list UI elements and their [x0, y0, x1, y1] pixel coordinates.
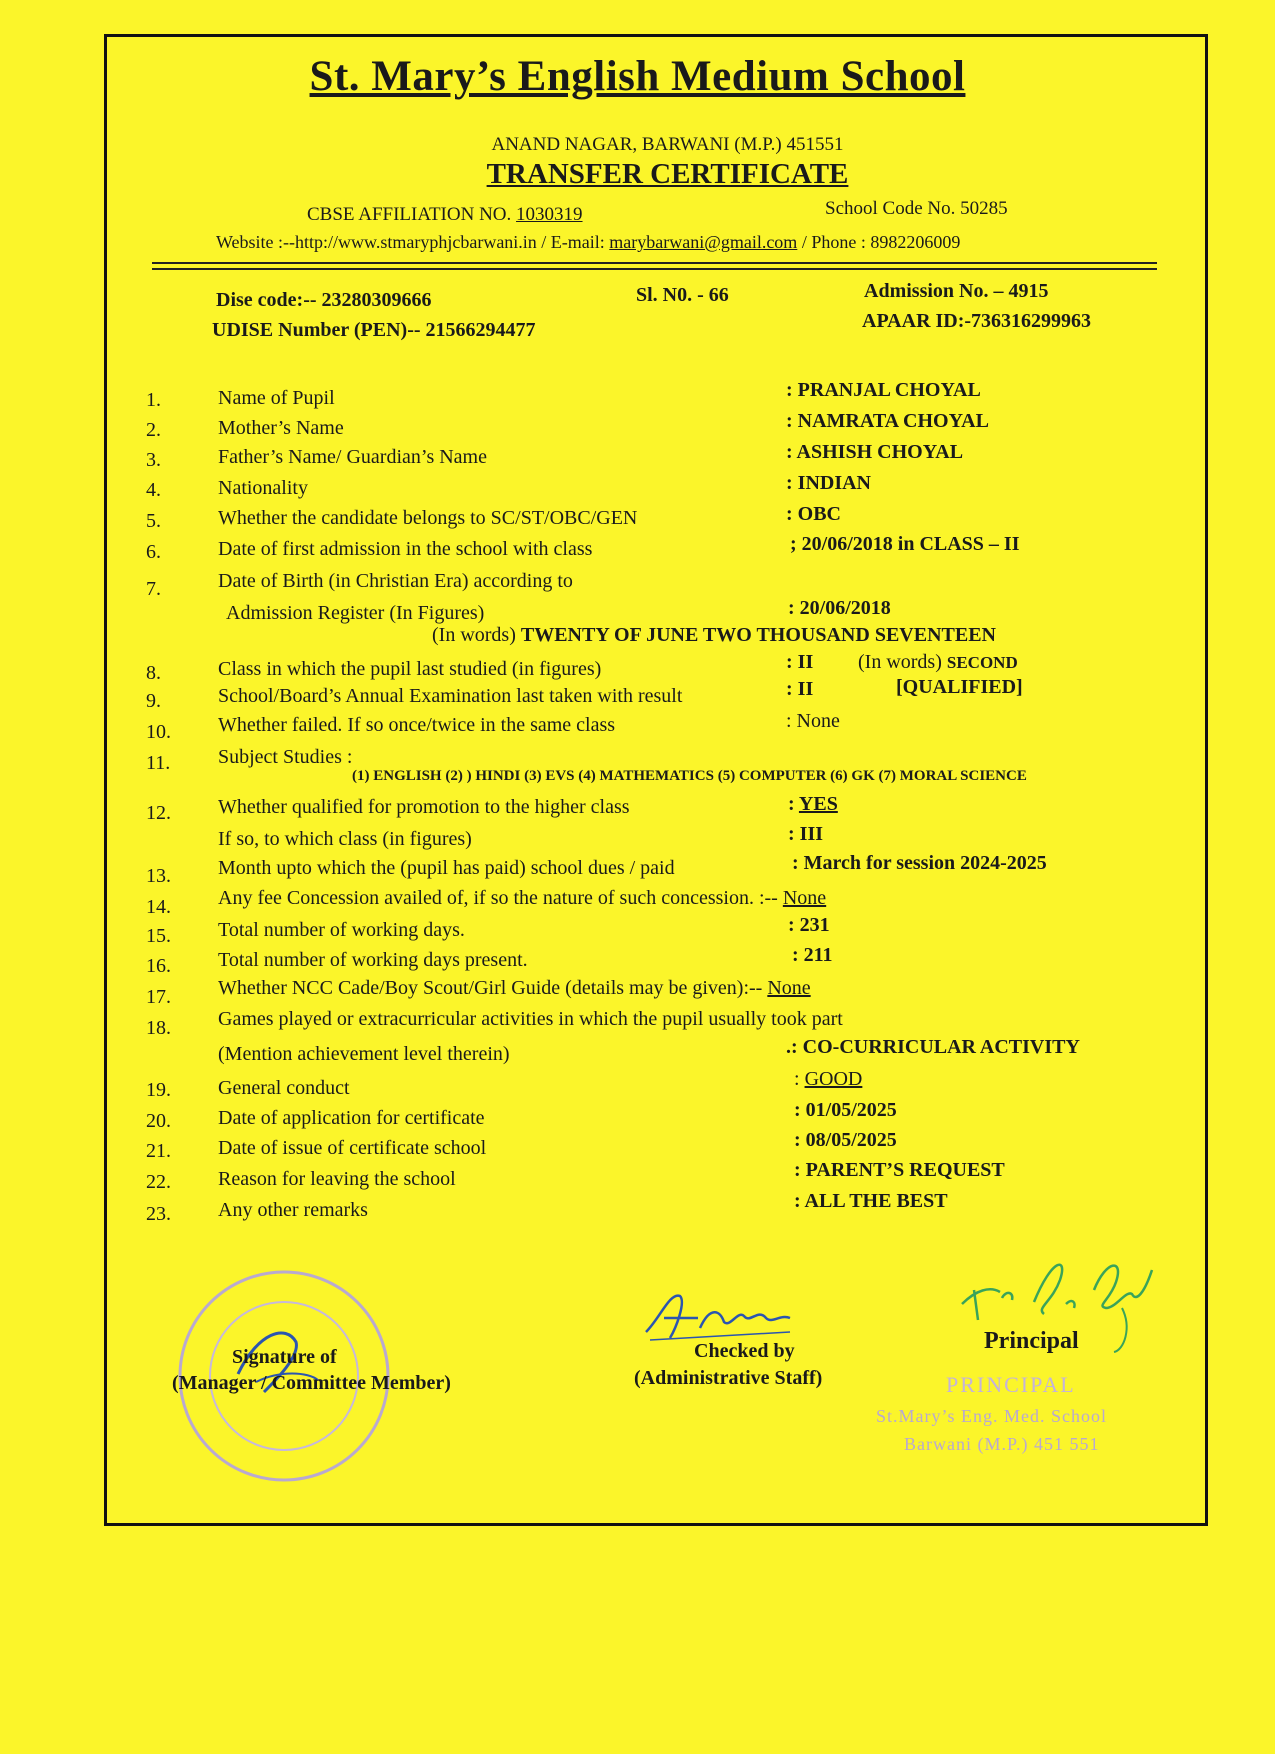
item-label: Class in which the pupil last studied (in figures) [218, 658, 602, 680]
item-label [218, 977, 811, 1000]
item-value: : PARENT’S REQUEST [794, 1159, 1005, 1181]
item-value: ; 20/06/2018 in CLASS – II [790, 533, 1020, 555]
item-label: Any other remarks [218, 1199, 368, 1221]
item-value: : 231 [788, 914, 830, 936]
ncc-label: Whether NCC Cade/Boy Scout/Girl Guide (details may be given):-- [218, 977, 768, 999]
item-value: : ASHISH CHOYAL [786, 441, 964, 463]
item-label: Admission Register (In Figures) [226, 602, 485, 624]
item-label: Father’s Name/ Guardian’s Name [218, 446, 487, 468]
item-label: (Mention achievement level therein) [218, 1043, 510, 1065]
principal-stamp-title: PRINCIPAL [946, 1372, 1076, 1397]
dob-words-label: (In words) [432, 624, 521, 646]
ncc-value: None [767, 977, 811, 999]
item-value [794, 1068, 862, 1091]
item-label: Whether failed. If so once/twice in the same class [218, 714, 616, 736]
item-number: 2. [146, 419, 161, 441]
item-label: Subject Studies : [218, 746, 353, 768]
item-value: : II [786, 678, 814, 700]
item-number: 20. [146, 1110, 171, 1132]
item-label: If so, to which class (in figures) [218, 828, 472, 850]
school-address: ANAND NAGAR, BARWANI (M.P.) 451551 [491, 134, 844, 155]
item-number: 12. [146, 802, 171, 824]
item-number: 14. [146, 896, 171, 918]
item-label: Date of application for certificate [218, 1107, 485, 1129]
promotion-value: YES [798, 793, 838, 815]
item-label: Whether the candidate belongs to SC/ST/OBC/GEN [218, 507, 638, 529]
contact-line [216, 232, 960, 253]
item-value: : ALL THE BEST [794, 1190, 948, 1212]
item-value: : NAMRATA CHOYAL [786, 410, 989, 432]
value-colon: : [788, 793, 799, 815]
item-label: Date of Birth (in Christian Era) according to [218, 570, 573, 592]
item-number: 18. [146, 1017, 171, 1039]
item-number: 11. [146, 752, 171, 774]
value-colon: : [794, 1068, 805, 1090]
item-number: 10. [146, 721, 171, 743]
website-text: Website :--http://www.stmaryphjcbarwani.in / E-mail: [216, 232, 610, 252]
exam-result: [QUALIFIED] [896, 676, 1023, 698]
school-code: School Code No. 50285 [825, 198, 1008, 219]
principal-stamp-line1: St.Mary’s Eng. Med. School [876, 1406, 1107, 1426]
item-value: : None [786, 710, 840, 732]
item-number: 19. [146, 1079, 171, 1101]
item-label: Mother’s Name [218, 417, 344, 439]
class-words-label: (In words) [858, 651, 947, 673]
staff-handwritten-signature [640, 1288, 810, 1346]
item-label: Reason for leaving the school [218, 1168, 456, 1190]
item-label: Date of first admission in the school with class [218, 538, 593, 560]
email-link: marybarwani@gmail.com [609, 232, 798, 252]
item-value: : March for session 2024-2025 [792, 852, 1047, 874]
administrative-staff-title: (Administrative Staff) [634, 1367, 823, 1389]
manager-signature-label: Signature of [232, 1346, 337, 1368]
item-label: Nationality [218, 477, 308, 499]
item-label: Total number of working days present. [218, 949, 528, 971]
item-value: : OBC [786, 503, 841, 525]
item-label: School/Board’s Annual Examination last taken with result [218, 685, 683, 707]
item-number: 17. [146, 986, 171, 1008]
subjects-list: (1) ENGLISH (2) ) HINDI (3) EVS (4) MATHEMATICS (5) COMPUTER (6) GK (7) MORAL SCIENCE [352, 768, 1027, 784]
item-value: .: CO-CURRICULAR ACTIVITY [786, 1036, 1080, 1058]
item-label: General conduct [218, 1077, 350, 1099]
item-number: 21. [146, 1140, 171, 1162]
class-in-words [858, 651, 1018, 674]
school-name: St. Mary’s English Medium School [309, 53, 966, 100]
dise-code: Dise code:-- 23280309666 [216, 289, 432, 311]
phone-text: / Phone : 8982206009 [801, 232, 961, 252]
item-number: 7. [146, 578, 161, 600]
item-value: : II [786, 651, 814, 673]
item-number: 8. [146, 662, 161, 684]
dob-words-value: TWENTY OF JUNE TWO THOUSAND SEVENTEEN [520, 624, 996, 646]
affiliation-label: CBSE AFFILIATION NO. [307, 204, 517, 225]
affiliation-number: 1030319 [516, 204, 583, 225]
item-value [788, 793, 838, 816]
item-number: 16. [146, 955, 171, 977]
item-number: 9. [146, 690, 161, 712]
item-number: 6. [146, 541, 161, 563]
item-value: : 20/06/2018 [788, 597, 891, 619]
item-value: : III [788, 823, 824, 845]
item-number: 13. [146, 865, 171, 887]
item-label [218, 887, 826, 910]
header-rule-bottom [152, 268, 1157, 270]
affiliation-line [307, 204, 583, 226]
item-label: Month upto which the (pupil has paid) school dues / paid [218, 857, 675, 879]
apaar-id: APAAR ID:-736316299963 [862, 310, 1092, 332]
item-number: 15. [146, 925, 171, 947]
udise-number: UDISE Number (PEN)-- 21566294477 [212, 319, 536, 341]
serial-number: Sl. N0. - 66 [636, 284, 729, 306]
dob-in-words [432, 624, 996, 647]
manager-title: (Manager / Committee Member) [172, 1372, 451, 1394]
item-value: : 211 [792, 944, 833, 966]
header-rule-top [152, 262, 1157, 264]
item-number: 4. [146, 479, 161, 501]
class-words-value: SECOND [946, 653, 1018, 672]
admission-number: Admission No. – 4915 [864, 280, 1049, 302]
conduct-value: GOOD [804, 1068, 863, 1090]
item-label: Games played or extracurricular activities in which the pupil usually took part [218, 1008, 843, 1030]
item-number: 5. [146, 510, 161, 532]
item-number: 23. [146, 1203, 171, 1225]
item-value: : 08/05/2025 [794, 1129, 897, 1151]
concession-value: None [782, 887, 827, 909]
checked-by-label: Checked by [694, 1340, 795, 1362]
principal-label: Principal [984, 1328, 1079, 1354]
item-label: Whether qualified for promotion to the higher class [218, 796, 630, 818]
item-value: : 01/05/2025 [794, 1099, 897, 1121]
item-value: : PRANJAL CHOYAL [786, 379, 981, 401]
certificate-title: TRANSFER CERTIFICATE [486, 158, 849, 190]
item-number: 22. [146, 1171, 171, 1193]
item-label: Date of issue of certificate school [218, 1137, 487, 1159]
item-number: 1. [146, 389, 161, 411]
item-number: 3. [146, 449, 161, 471]
concession-label: Any fee Concession availed of, if so the nature of such concession. :-- [218, 887, 783, 909]
item-label: Total number of working days. [218, 919, 465, 941]
item-label: Name of Pupil [218, 387, 335, 409]
item-value: : INDIAN [786, 472, 871, 494]
principal-stamp-line2: Barwani (M.P.) 451 551 [904, 1434, 1100, 1454]
